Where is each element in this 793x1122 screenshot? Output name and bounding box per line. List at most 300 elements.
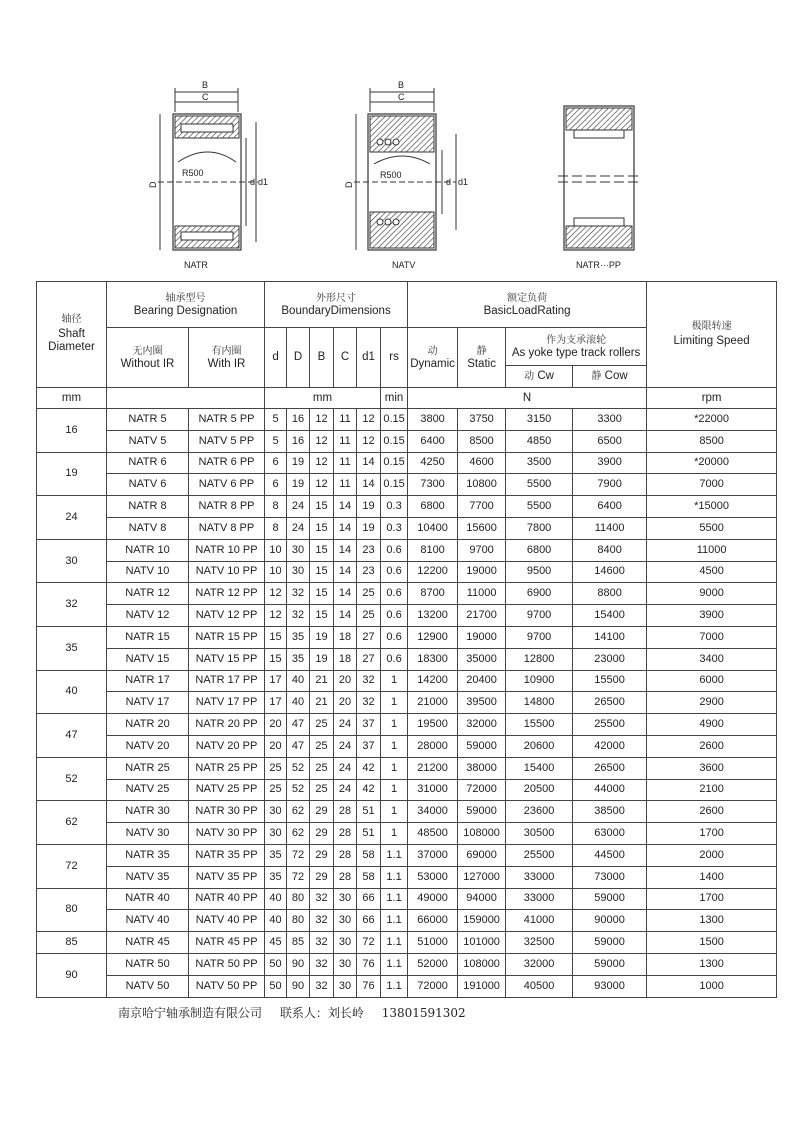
dynamic-cell: 28000 — [408, 735, 458, 757]
cow-cn: 静 — [591, 371, 602, 382]
d1-cell: 25 — [357, 605, 381, 627]
cw-cell: 12800 — [506, 648, 573, 670]
with-ir-cell: NATR 12 PP — [189, 583, 265, 605]
rs-cell: 0.3 — [381, 517, 408, 539]
without-ir-header — [107, 328, 189, 388]
d-cell: 15 — [265, 626, 287, 648]
speed-cell: *22000 — [647, 409, 777, 431]
speed-cell: 7000 — [647, 474, 777, 496]
rs-cell: 0.6 — [381, 583, 408, 605]
C-cell: 30 — [334, 888, 357, 910]
C-cell: 14 — [334, 583, 357, 605]
C-cell: 11 — [334, 452, 357, 474]
static-cell: 10800 — [458, 474, 506, 496]
d1-cell: 27 — [357, 648, 381, 670]
without-ir-cell: NATV 17 — [107, 692, 189, 714]
cow-cell: 8400 — [573, 539, 647, 561]
dynamic-cell: 6800 — [408, 496, 458, 518]
rs-cell: 0.6 — [381, 626, 408, 648]
dynamic-cell: 4250 — [408, 452, 458, 474]
with-ir-cell: NATR 25 PP — [189, 757, 265, 779]
boundary-header-en: BoundaryDimensions — [281, 304, 391, 317]
d-cell: 50 — [265, 975, 287, 997]
D-cell: 40 — [287, 692, 310, 714]
dynamic-cell: 19500 — [408, 714, 458, 736]
dim-header-D: D — [287, 328, 310, 388]
B-cell: 21 — [310, 692, 334, 714]
D-cell: 80 — [287, 910, 310, 932]
B-cell: 32 — [310, 975, 334, 997]
cw-cell: 15400 — [506, 757, 573, 779]
d-cell: 35 — [265, 866, 287, 888]
without-ir-cell: NATV 50 — [107, 975, 189, 997]
bearing-spec-table — [36, 281, 777, 998]
cow-cell: 26500 — [573, 692, 647, 714]
cw-cell: 33000 — [506, 888, 573, 910]
rs-cell: 1 — [381, 779, 408, 801]
with-ir-cell: NATV 30 PP — [189, 823, 265, 845]
phone-number: 13801591302 — [381, 1006, 466, 1020]
cw-cell: 7800 — [506, 517, 573, 539]
cow-cell: 15500 — [573, 670, 647, 692]
cw-cell: 41000 — [506, 910, 573, 932]
cow-en: Cow — [604, 370, 628, 382]
d-cell: 45 — [265, 932, 287, 954]
speed-cell: *15000 — [647, 496, 777, 518]
B-cell: 25 — [310, 735, 334, 757]
shaft-diameter-cell: 16 — [37, 409, 107, 453]
without-ir-cell: NATR 10 — [107, 539, 189, 561]
speed-cell: 11000 — [647, 539, 777, 561]
static-cell: 94000 — [458, 888, 506, 910]
with-ir-cell: NATR 10 PP — [189, 539, 265, 561]
C-cell: 24 — [334, 714, 357, 736]
table-row — [37, 517, 777, 539]
natv-label-d: d — [446, 177, 452, 187]
unit-blank — [107, 388, 265, 409]
D-cell: 30 — [287, 539, 310, 561]
with-ir-cell: NATR 20 PP — [189, 714, 265, 736]
rs-cell: 1.1 — [381, 888, 408, 910]
without-ir-cell: NATV 40 — [107, 910, 189, 932]
boundary-header-cn: 外形尺寸 — [316, 292, 357, 304]
d1-cell: 14 — [357, 474, 381, 496]
d-cell: 6 — [265, 474, 287, 496]
shaft-diameter-cell: 80 — [37, 888, 107, 932]
C-cell: 28 — [334, 801, 357, 823]
with-ir-cell: NATV 25 PP — [189, 779, 265, 801]
rs-cell: 0.6 — [381, 605, 408, 627]
B-cell: 32 — [310, 932, 334, 954]
d1-cell: 12 — [357, 409, 381, 431]
cw-cell: 9700 — [506, 605, 573, 627]
speed-header-cn: 极限转速 — [691, 320, 732, 332]
with-ir-cell: NATV 10 PP — [189, 561, 265, 583]
with-ir-cell: NATV 35 PP — [189, 866, 265, 888]
d-cell: 12 — [265, 605, 287, 627]
rs-cell: 0.15 — [381, 452, 408, 474]
C-cell: 14 — [334, 561, 357, 583]
rs-cell: 1.1 — [381, 975, 408, 997]
with-ir-cell: NATV 6 PP — [189, 474, 265, 496]
static-en: Static — [467, 357, 496, 370]
speed-cell: 2100 — [647, 779, 777, 801]
static-cell: 108000 — [458, 953, 506, 975]
d1-cell: 32 — [357, 692, 381, 714]
d1-cell: 76 — [357, 953, 381, 975]
shaft-diameter-cell: 32 — [37, 583, 107, 627]
d1-cell: 42 — [357, 757, 381, 779]
table-row — [37, 757, 777, 779]
d-cell: 12 — [265, 583, 287, 605]
cow-cell: 42000 — [573, 735, 647, 757]
cow-cell: 6500 — [573, 430, 647, 452]
static-cell: 19000 — [458, 626, 506, 648]
B-cell: 12 — [310, 452, 334, 474]
d-cell: 30 — [265, 823, 287, 845]
table-body — [37, 409, 777, 998]
natr-pp-drawing — [558, 106, 640, 270]
table-row — [37, 648, 777, 670]
rs-cell: 0.15 — [381, 474, 408, 496]
natv-caption: NATV — [392, 260, 416, 270]
natr-label-d1: d1 — [258, 177, 269, 187]
dynamic-cell: 13200 — [408, 605, 458, 627]
C-cell: 28 — [334, 823, 357, 845]
table-row — [37, 474, 777, 496]
rs-cell: 0.15 — [381, 409, 408, 431]
B-cell: 15 — [310, 583, 334, 605]
C-cell: 11 — [334, 474, 357, 496]
C-cell: 28 — [334, 844, 357, 866]
cow-cell: 63000 — [573, 823, 647, 845]
table-row — [37, 496, 777, 518]
load-header-cn: 额定负荷 — [507, 292, 548, 304]
rs-cell: 1.1 — [381, 910, 408, 932]
speed-cell: 3600 — [647, 757, 777, 779]
static-cell: 69000 — [458, 844, 506, 866]
D-cell: 35 — [287, 626, 310, 648]
cow-cell: 59000 — [573, 932, 647, 954]
shaft-diameter-cell: 40 — [37, 670, 107, 714]
d1-cell: 14 — [357, 452, 381, 474]
cw-cell: 4850 — [506, 430, 573, 452]
without-ir-cell: NATV 12 — [107, 605, 189, 627]
static-cell: 7700 — [458, 496, 506, 518]
cw-cell: 20500 — [506, 779, 573, 801]
cow-cell: 8800 — [573, 583, 647, 605]
with-ir-cell: NATV 5 PP — [189, 430, 265, 452]
speed-cell: 3900 — [647, 605, 777, 627]
without-ir-cell: NATR 50 — [107, 953, 189, 975]
rs-cell: 1.1 — [381, 844, 408, 866]
cow-cell: 93000 — [573, 975, 647, 997]
cow-cell: 38500 — [573, 801, 647, 823]
d-cell: 40 — [265, 888, 287, 910]
unit-shaft: mm — [37, 388, 107, 409]
cw-cell: 32500 — [506, 932, 573, 954]
table-row — [37, 888, 777, 910]
B-cell: 15 — [310, 561, 334, 583]
bearing-header-en: Bearing Designation — [133, 304, 238, 317]
d-cell: 5 — [265, 409, 287, 431]
dynamic-cell: 31000 — [408, 779, 458, 801]
speed-header — [647, 282, 777, 388]
with-ir-cell: NATV 12 PP — [189, 605, 265, 627]
natv-label-r: R500 — [380, 170, 402, 180]
table-row — [37, 430, 777, 452]
dynamic-cell: 12900 — [408, 626, 458, 648]
with-ir-cell: NATV 40 PP — [189, 910, 265, 932]
static-cell: 108000 — [458, 823, 506, 845]
company-name: 南京哈宁轴承制造有限公司 — [118, 1006, 263, 1020]
unit-dims: mm — [265, 388, 381, 409]
dynamic-cell: 48500 — [408, 823, 458, 845]
without-ir-cell: NATR 40 — [107, 888, 189, 910]
speed-cell: 4500 — [647, 561, 777, 583]
table-row — [37, 779, 777, 801]
with-ir-cell: NATV 15 PP — [189, 648, 265, 670]
C-cell: 14 — [334, 517, 357, 539]
B-cell: 29 — [310, 823, 334, 845]
B-cell: 12 — [310, 474, 334, 496]
dynamic-cell: 18300 — [408, 648, 458, 670]
dynamic-cell: 10400 — [408, 517, 458, 539]
speed-cell: 3400 — [647, 648, 777, 670]
with-ir-cell: NATR 15 PP — [189, 626, 265, 648]
static-cell: 20400 — [458, 670, 506, 692]
C-cell: 24 — [334, 757, 357, 779]
D-cell: 80 — [287, 888, 310, 910]
d1-cell: 51 — [357, 823, 381, 845]
C-cell: 30 — [334, 953, 357, 975]
D-cell: 62 — [287, 823, 310, 845]
cow-cell: 23000 — [573, 648, 647, 670]
C-cell: 30 — [334, 910, 357, 932]
unit-load: N — [408, 388, 647, 409]
with-ir-cell: NATR 35 PP — [189, 844, 265, 866]
D-cell: 16 — [287, 409, 310, 431]
D-cell: 90 — [287, 953, 310, 975]
units-row — [37, 388, 777, 409]
without-ir-cell: NATR 30 — [107, 801, 189, 823]
static-cell: 101000 — [458, 932, 506, 954]
with-ir-cell: NATV 20 PP — [189, 735, 265, 757]
dynamic-cell: 37000 — [408, 844, 458, 866]
table-row — [37, 953, 777, 975]
C-cell: 14 — [334, 539, 357, 561]
without-ir-cell: NATV 20 — [107, 735, 189, 757]
footer — [118, 1004, 480, 1021]
with-ir-cell: NATV 17 PP — [189, 692, 265, 714]
D-cell: 40 — [287, 670, 310, 692]
table-row — [37, 583, 777, 605]
table-row — [37, 975, 777, 997]
cow-cell: 14600 — [573, 561, 647, 583]
D-cell: 72 — [287, 844, 310, 866]
d-cell: 8 — [265, 517, 287, 539]
speed-cell: 1000 — [647, 975, 777, 997]
d-cell: 8 — [265, 496, 287, 518]
cow-cell: 44000 — [573, 779, 647, 801]
B-cell: 29 — [310, 844, 334, 866]
D-cell: 30 — [287, 561, 310, 583]
dynamic-cell: 7300 — [408, 474, 458, 496]
dynamic-cell: 12200 — [408, 561, 458, 583]
natr-label-d: d — [250, 177, 256, 187]
cw-en: Cw — [537, 370, 554, 382]
unit-rs: min — [381, 388, 408, 409]
B-cell: 29 — [310, 801, 334, 823]
without-ir-cell: NATR 25 — [107, 757, 189, 779]
speed-cell: 1500 — [647, 932, 777, 954]
shaft-diameter-cell: 85 — [37, 932, 107, 954]
C-cell: 20 — [334, 670, 357, 692]
d-cell: 25 — [265, 779, 287, 801]
without-ir-en: Without IR — [120, 357, 175, 370]
C-cell: 11 — [334, 409, 357, 431]
with-ir-cell: NATR 30 PP — [189, 801, 265, 823]
cw-cn: 动 — [524, 371, 535, 382]
bearing-header-cn: 轴承型号 — [165, 292, 206, 304]
natr-label-c: C — [202, 92, 209, 102]
cow-cell: 6400 — [573, 496, 647, 518]
cw-cell: 15500 — [506, 714, 573, 736]
unit-speed: rpm — [647, 388, 777, 409]
load-header — [408, 282, 647, 328]
cw-cell: 3500 — [506, 452, 573, 474]
B-cell: 25 — [310, 779, 334, 801]
d-cell: 40 — [265, 910, 287, 932]
d1-cell: 66 — [357, 888, 381, 910]
yoke-en: As yoke type track rollers — [511, 346, 641, 359]
D-cell: 35 — [287, 648, 310, 670]
speed-cell: 6000 — [647, 670, 777, 692]
static-cell: 35000 — [458, 648, 506, 670]
speed-cell: 9000 — [647, 583, 777, 605]
rs-cell: 1.1 — [381, 932, 408, 954]
static-cell: 21700 — [458, 605, 506, 627]
bearing-header — [107, 282, 265, 328]
d-cell: 30 — [265, 801, 287, 823]
static-cell: 9700 — [458, 539, 506, 561]
without-ir-cell: NATR 15 — [107, 626, 189, 648]
B-cell: 15 — [310, 539, 334, 561]
d-cell: 20 — [265, 714, 287, 736]
C-cell: 24 — [334, 735, 357, 757]
cw-cell: 40500 — [506, 975, 573, 997]
without-ir-cell: NATR 6 — [107, 452, 189, 474]
natr-pp-caption: NATR···PP — [576, 260, 621, 270]
cow-cell: 3300 — [573, 409, 647, 431]
cw-cell: 6900 — [506, 583, 573, 605]
cw-cell: 3150 — [506, 409, 573, 431]
bearing-drawings — [118, 72, 673, 277]
d-cell: 50 — [265, 953, 287, 975]
D-cell: 16 — [287, 430, 310, 452]
without-ir-cell: NATR 5 — [107, 409, 189, 431]
B-cell: 21 — [310, 670, 334, 692]
speed-cell: 2000 — [647, 844, 777, 866]
cow-cell: 14100 — [573, 626, 647, 648]
B-cell: 25 — [310, 714, 334, 736]
load-header-en: BasicLoadRating — [483, 304, 571, 317]
D-cell: 62 — [287, 801, 310, 823]
B-cell: 29 — [310, 866, 334, 888]
table-row — [37, 539, 777, 561]
static-header — [458, 328, 506, 388]
speed-cell: 2900 — [647, 692, 777, 714]
D-cell: 85 — [287, 932, 310, 954]
natr-label-r: R500 — [182, 168, 204, 178]
rs-cell: 0.6 — [381, 539, 408, 561]
dynamic-cell: 21000 — [408, 692, 458, 714]
with-ir-cell: NATR 50 PP — [189, 953, 265, 975]
dynamic-cell: 72000 — [408, 975, 458, 997]
dynamic-cell: 14200 — [408, 670, 458, 692]
table-row — [37, 670, 777, 692]
shaft-diameter-cell: 35 — [37, 626, 107, 670]
natv-label-b: B — [398, 80, 405, 90]
B-cell: 19 — [310, 626, 334, 648]
d1-cell: 32 — [357, 670, 381, 692]
d1-cell: 37 — [357, 735, 381, 757]
static-cell: 11000 — [458, 583, 506, 605]
d-cell: 20 — [265, 735, 287, 757]
without-ir-cell: NATR 35 — [107, 844, 189, 866]
dim-header-C: C — [334, 328, 357, 388]
d1-cell: 19 — [357, 517, 381, 539]
static-cell: 191000 — [458, 975, 506, 997]
speed-cell: 7000 — [647, 626, 777, 648]
rs-cell: 0.15 — [381, 430, 408, 452]
D-cell: 24 — [287, 517, 310, 539]
static-cell: 59000 — [458, 801, 506, 823]
cw-cell: 33000 — [506, 866, 573, 888]
dynamic-cell: 66000 — [408, 910, 458, 932]
speed-cell: 2600 — [647, 735, 777, 757]
without-ir-cell: NATV 15 — [107, 648, 189, 670]
D-cell: 19 — [287, 452, 310, 474]
cw-cell: 6800 — [506, 539, 573, 561]
with-ir-cell: NATV 50 PP — [189, 975, 265, 997]
shaft-diameter-cell: 30 — [37, 539, 107, 583]
cw-header — [506, 366, 573, 388]
speed-cell: *20000 — [647, 452, 777, 474]
rs-cell: 1 — [381, 735, 408, 757]
with-ir-cell: NATR 45 PP — [189, 932, 265, 954]
d1-cell: 42 — [357, 779, 381, 801]
natr-caption: NATR — [184, 260, 208, 270]
C-cell: 20 — [334, 692, 357, 714]
dynamic-en: Dynamic — [410, 357, 455, 370]
with-ir-cell: NATR 8 PP — [189, 496, 265, 518]
shaft-header — [37, 282, 107, 388]
table-row — [37, 932, 777, 954]
static-cell: 38000 — [458, 757, 506, 779]
table-row — [37, 866, 777, 888]
without-ir-cell: NATR 12 — [107, 583, 189, 605]
D-cell: 72 — [287, 866, 310, 888]
d1-cell: 51 — [357, 801, 381, 823]
rs-cell: 1 — [381, 692, 408, 714]
B-cell: 32 — [310, 953, 334, 975]
with-ir-cell: NATR 6 PP — [189, 452, 265, 474]
d-cell: 10 — [265, 539, 287, 561]
dim-header-rs: rs — [381, 328, 408, 388]
speed-cell: 1300 — [647, 910, 777, 932]
static-cn: 静 — [476, 345, 487, 357]
